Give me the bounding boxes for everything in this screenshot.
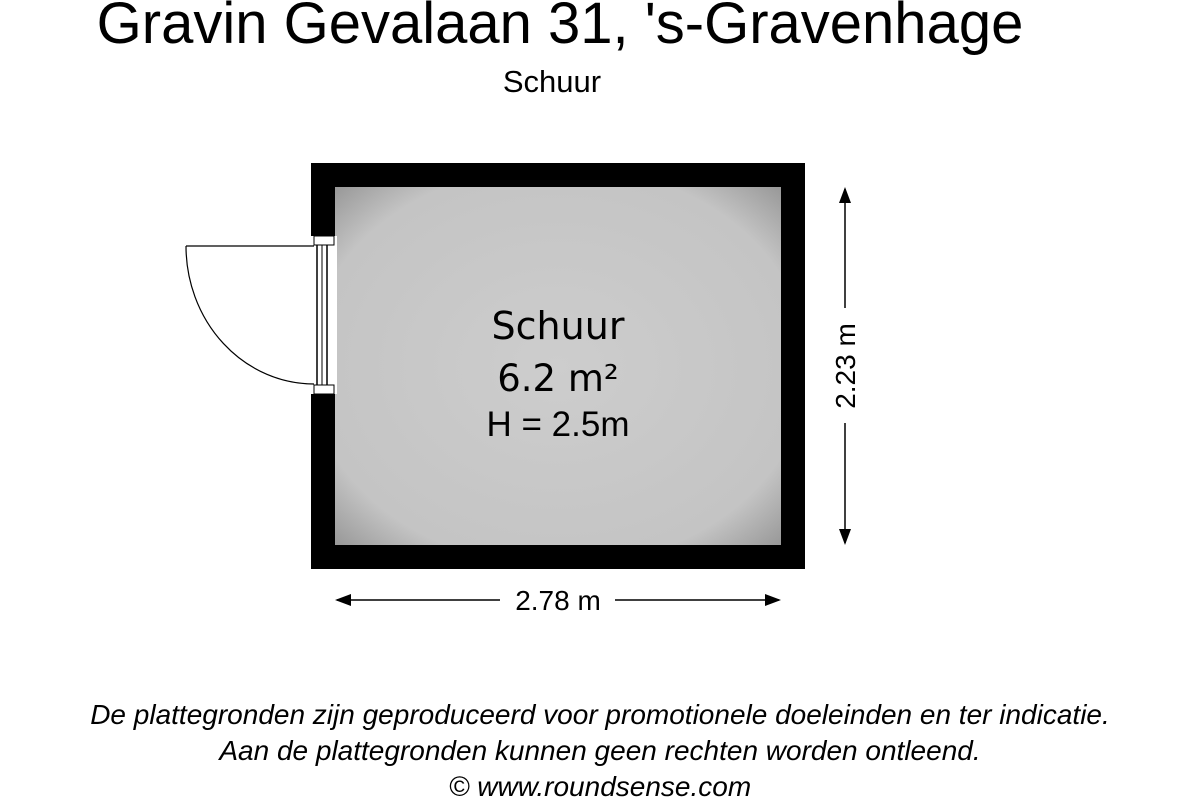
width-dimension-label: 2.78 m xyxy=(515,585,601,616)
door-opening xyxy=(309,236,337,394)
copyright-link[interactable]: © www.roundsense.com xyxy=(448,771,752,802)
page-title: Gravin Gevalaan 31, 's-Gravenhage xyxy=(96,0,1024,56)
disclaimer-line-2: Aan de plattegronden kunnen geen rechten worden ontleend. xyxy=(219,735,981,766)
room-height: H = 2.5m xyxy=(486,405,630,444)
room-area: 6.2 m² xyxy=(497,357,619,400)
disclaimer-line-1: De plattegronden zijn geproduceerd voor promotionele doeleinden en ter indicatie. xyxy=(90,699,1110,730)
depth-dimension-label: 2.23 m xyxy=(830,323,861,409)
floor-subtitle: Schuur xyxy=(502,64,602,99)
door-swing-arc xyxy=(186,246,314,384)
width-dimension xyxy=(335,585,781,616)
depth-dimension xyxy=(830,187,861,545)
door-frame-top xyxy=(314,236,334,245)
door-frame-bottom xyxy=(314,385,334,394)
room-name: Schuur xyxy=(491,304,625,348)
